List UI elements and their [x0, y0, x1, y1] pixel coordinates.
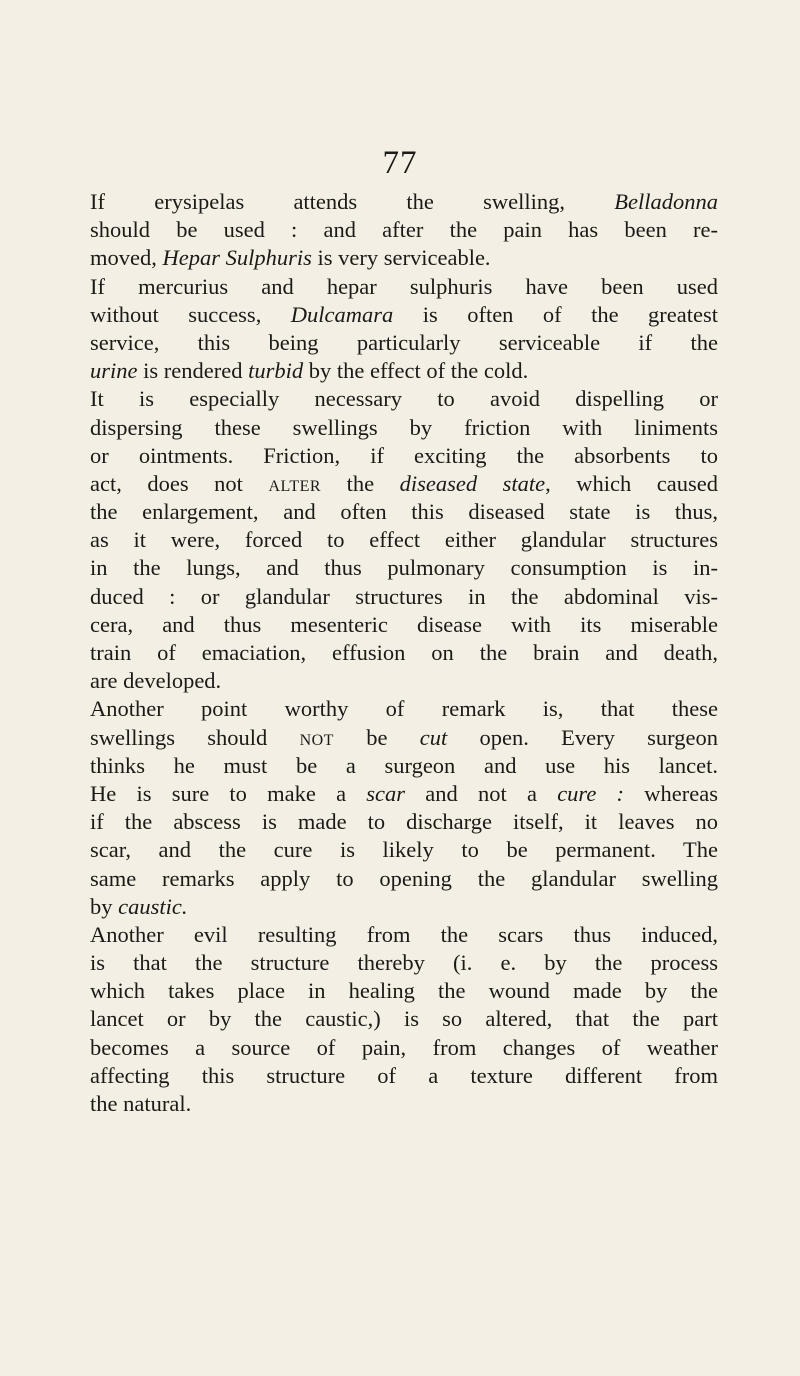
- text-segment: If erysipelas attends the swelling,: [90, 189, 615, 214]
- text-line: [90, 667, 718, 695]
- text-segment: is that the structure thereby (i. e. by the process: [90, 950, 718, 976]
- text-line: [90, 244, 718, 272]
- text-segment: by: [90, 893, 119, 919]
- text-segment: is very serviceable.: [311, 245, 491, 271]
- text-segment: affecting this structure of a texture different from: [90, 1062, 718, 1088]
- text-segment: thinks he must be a surgeon and use his lancet.: [90, 752, 718, 778]
- text-line: [90, 611, 718, 639]
- text-segment: , which caused: [545, 470, 719, 496]
- page-number: 77: [382, 145, 418, 181]
- text-segment: cera, and thus mesenteric disease with its miserable: [90, 611, 718, 637]
- text-line: [90, 301, 718, 329]
- body-text: [90, 188, 718, 1118]
- italic-text: cut: [419, 724, 448, 750]
- text-segment: service, this being particularly serviceable if the: [90, 329, 718, 355]
- text-line: [90, 554, 718, 582]
- text-segment: which takes place in healing the wound made by the: [90, 978, 718, 1004]
- text-segment: dispersing these swellings by friction with liniments: [90, 414, 718, 440]
- text-line: [90, 526, 718, 554]
- text-segment: and not a: [405, 780, 558, 806]
- text-line: [90, 498, 718, 526]
- text-segment: If mercurius and hepar sulphuris have been used: [90, 273, 718, 299]
- text-segment: Another evil resulting from the scars thus induced,: [90, 921, 718, 947]
- text-line: [90, 329, 718, 357]
- italic-text: caustic.: [118, 893, 188, 919]
- text-segment: are developed.: [90, 668, 222, 694]
- text-segment: should be used : and after the pain has been re-: [90, 217, 718, 243]
- text-segment: without success,: [90, 301, 291, 327]
- text-segment: swellings should: [90, 724, 300, 750]
- text-segment: is often of the greatest: [393, 301, 718, 327]
- text-line: [90, 470, 718, 498]
- text-line: [90, 836, 718, 864]
- text-line: [90, 414, 718, 442]
- text-segment: is rendered: [137, 358, 249, 384]
- text-segment: in the lungs, and thus pulmonary consumption is in-: [90, 555, 718, 581]
- text-segment: act, does not: [90, 470, 269, 496]
- text-segment: the: [321, 470, 400, 496]
- italic-text: cure :: [557, 780, 625, 806]
- text-line: [90, 1034, 718, 1062]
- text-line: [90, 1062, 718, 1090]
- italic-text: scar: [366, 780, 406, 806]
- text-line: [90, 977, 718, 1005]
- small-caps-text: alter: [268, 470, 322, 496]
- text-line: [90, 865, 718, 893]
- text-line: [90, 949, 718, 977]
- text-line: [90, 442, 718, 470]
- text-line: [90, 216, 718, 244]
- text-segment: duced : or glandular structures in the abdominal vis-: [90, 583, 718, 609]
- italic-text: Belladonna: [614, 189, 718, 214]
- text-line: [90, 273, 718, 301]
- text-segment: moved,: [90, 245, 163, 271]
- text-segment: by the effect of the cold.: [303, 358, 529, 384]
- text-line: [90, 357, 718, 385]
- text-line: [90, 385, 718, 413]
- text-segment: Another point worthy of remark is, that these: [90, 696, 718, 722]
- italic-text: diseased state: [399, 470, 546, 496]
- text-segment: lancet or by the caustic,) is so altered, that the part: [90, 1006, 718, 1032]
- text-segment: be: [333, 724, 420, 750]
- text-segment: becomes a source of pain, from changes of weather: [90, 1034, 718, 1060]
- text-line: [90, 780, 718, 808]
- text-line: [90, 921, 718, 949]
- text-segment: same remarks apply to opening the glandular swelling: [90, 865, 718, 891]
- text-segment: scar, and the cure is likely to be permanent. The: [90, 837, 718, 863]
- text-segment: if the abscess is made to discharge itself, it leaves no: [90, 809, 718, 835]
- text-segment: the natural.: [90, 1091, 192, 1116]
- text-line: [90, 1005, 718, 1033]
- text-line: [90, 752, 718, 780]
- text-line: [90, 639, 718, 667]
- text-line: [90, 1090, 718, 1118]
- text-line: [90, 808, 718, 836]
- italic-text: turbid: [248, 358, 304, 384]
- text-line: [90, 893, 718, 921]
- text-segment: as it were, forced to effect either glandular structures: [90, 527, 718, 553]
- text-segment: open. Every surgeon: [447, 724, 718, 750]
- text-segment: whereas: [624, 780, 718, 806]
- text-segment: train of emaciation, effusion on the brain and death,: [90, 640, 718, 665]
- text-segment: the enlargement, and often this diseased state is thus,: [90, 499, 718, 525]
- small-caps-text: not: [299, 724, 334, 750]
- text-line: [90, 695, 718, 723]
- italic-text: Dulcamara: [290, 301, 394, 327]
- text-segment: or ointments. Friction, if exciting the absorbents to: [90, 442, 718, 468]
- italic-text: urine: [90, 358, 138, 384]
- text-segment: He is sure to make a: [90, 780, 367, 806]
- text-line: [90, 724, 718, 752]
- text-line: [90, 188, 718, 216]
- text-segment: It is especially necessary to avoid dispelling or: [90, 386, 718, 412]
- text-line: [90, 583, 718, 611]
- italic-text: Hepar Sulphuris: [162, 245, 312, 271]
